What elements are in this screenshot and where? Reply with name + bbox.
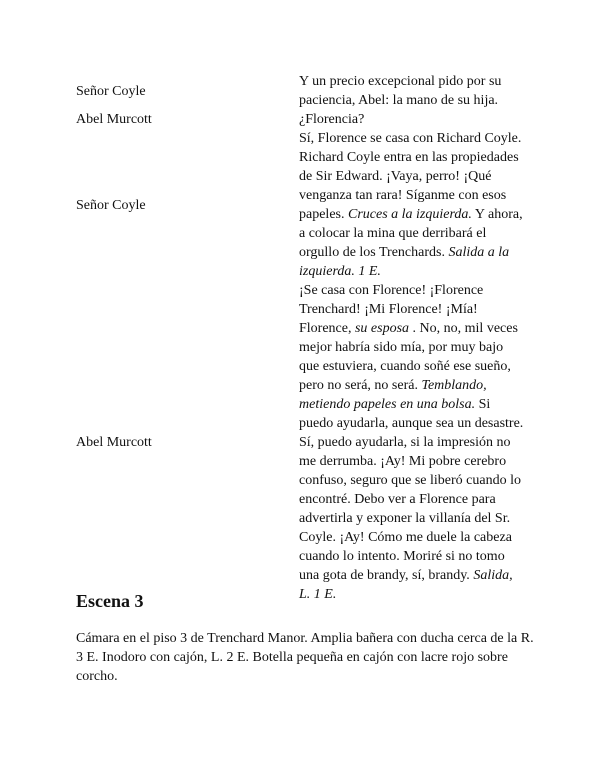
dialogue-text: ¡Se casa con Florence! ¡Florence Trenchard! ¡Mi Florence! ¡Mía! Florence, <box>299 283 484 336</box>
dialogue-row <box>76 281 536 604</box>
stage-direction: su esposa <box>354 321 410 336</box>
dialogue-table <box>76 72 536 604</box>
scene-heading: Escena 3 <box>76 591 144 611</box>
dialogue-text: Sí, Florence se casa con Richard Coyle. Richard Coyle entra en las propiedades de Sir Edward. ¡Vaya, perro! ¡Qué venganza tan rara! Síganme con esos papeles. <box>299 131 522 222</box>
stage-direction: Temblando, metiendo papeles en una bolsa. <box>299 378 487 412</box>
dialogue-row <box>76 129 536 281</box>
dialogue-row <box>76 72 536 110</box>
stage-direction: Cruces a la izquierda. <box>347 207 472 222</box>
dialogue-line <box>299 110 525 129</box>
speaker-name: Señor Coyle <box>76 84 146 99</box>
dialogue-text: . No, no, mil veces mejor habría sido mía, por muy bajo que estuviera, cuando soñé ese sueño, pero no será, no será. <box>299 321 518 393</box>
dialogue-text: Y ahora, a colocar la mina que derribará el orgullo de los Trenchards. <box>299 207 523 260</box>
speaker-name: Abel Murcott <box>76 112 152 127</box>
dialogue-text: Si puedo ayudarla, aunque sea un desastre. Sí, puedo ayudarla, si la impresión no me derrumba. ¡Ay! Mi pobre cerebro confuso, seguro que se liberó cuando lo encontré. Debo ver a Florence para advertirla y exponer la villanía del Sr. Coyle. ¡Ay! Cómo me duele la cabeza cuando lo intento. Moriré si no tomo una gota de brandy, sí, brandy. <box>299 397 524 583</box>
dialogue-text: Y un precio excepcional pido por su paciencia, Abel: la mano de su hija. <box>299 74 502 108</box>
stage-direction: Salida a la izquierda. 1 E. <box>299 245 510 279</box>
dialogue-text: ¿Florencia? <box>299 112 365 127</box>
scene-description: Cámara en el piso 3 de Trenchard Manor. Amplia bañera con ducha cerca de la R. 3 E. Inodoro con cajón, L. 2 E. Botella pequeña en cajón con lacre rojo sobre corcho. <box>76 631 534 684</box>
stage-direction: Salida, L. 1 E. <box>299 568 513 602</box>
speaker-name: Abel Murcott <box>76 435 152 450</box>
dialogue-line <box>299 129 525 281</box>
dialogue-line <box>299 72 525 110</box>
dialogue-row <box>76 110 536 129</box>
dialogue-line <box>299 281 525 604</box>
speaker-name: Señor Coyle <box>76 198 146 213</box>
